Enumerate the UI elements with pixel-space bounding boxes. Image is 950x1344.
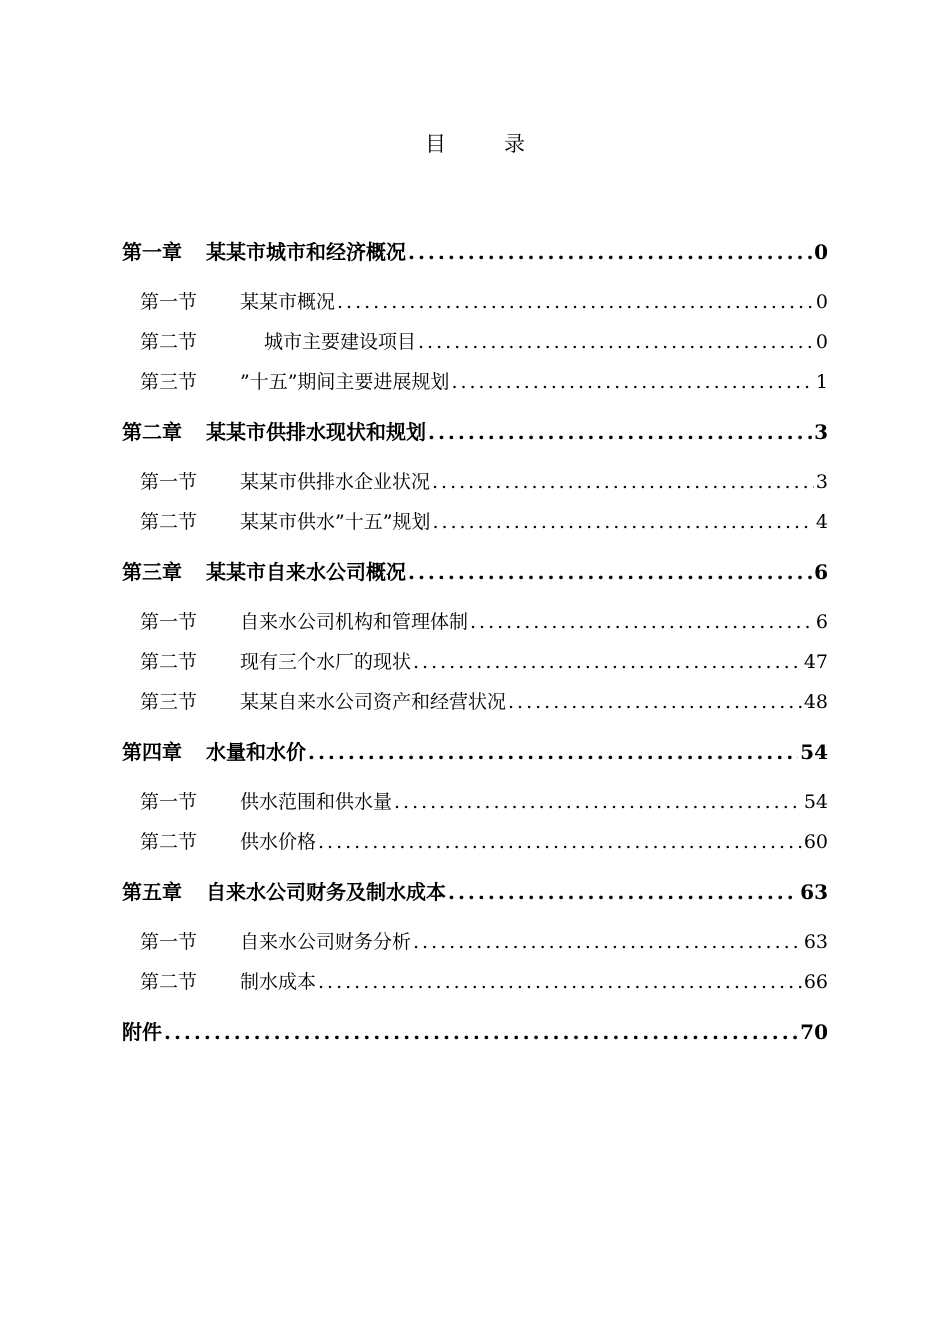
section-number: 第三节 [140,691,198,713]
section-number: 第一节 [140,471,198,493]
toc-section-3-1[interactable] [122,602,828,642]
chapter-number: 第二章 [122,420,182,444]
section-title: 自来水公司财务分析 [240,931,412,953]
leader-dots [318,822,802,862]
leader-dots [318,962,802,1002]
leader-dots [394,782,802,822]
section-title: 供水范围和供水量 [240,791,393,813]
chapter-title: 水量和水价 [206,740,306,764]
page-number: 54 [803,791,828,813]
chapter-title: 某某市供排水现状和规划 [206,420,426,444]
leader-dots [451,362,813,402]
toc-section-1-3[interactable] [122,362,828,402]
section-title: 某某市概况 [240,291,336,313]
section-title: 现有三个水厂的现状 [240,651,412,673]
section-title: 城市主要建设项目 [264,331,417,353]
page-number: 0 [815,291,828,313]
toc-heading-char-1: 目 [425,132,446,156]
page-number: 60 [803,831,828,853]
toc-section-1-1[interactable] [122,282,828,322]
page-number: 63 [800,880,828,904]
chapter-number: 第四章 [122,740,182,764]
toc-chapter-1[interactable] [122,232,828,272]
section-number: 第二节 [140,651,198,673]
leader-dots [508,682,802,722]
section-number: 第二节 [140,331,198,353]
leader-dots [408,552,812,592]
chapter-title: 某某市自来水公司概况 [206,560,406,584]
section-number: 第三节 [140,371,198,393]
toc-chapter-4[interactable] [122,732,828,772]
toc-section-3-2[interactable] [122,642,828,682]
section-number: 第一节 [140,611,198,633]
section-number: 第二节 [140,831,198,853]
toc-section-2-1[interactable] [122,462,828,502]
chapter-title: 自来水公司财务及制水成本 [206,880,446,904]
toc-section-4-1[interactable] [122,782,828,822]
page-number: 3 [814,420,828,444]
page-number: 1 [815,371,828,393]
leader-dots [164,1012,798,1052]
page-number: 3 [815,471,828,493]
leader-dots [418,322,814,362]
section-number: 第一节 [140,931,198,953]
section-number: 第一节 [140,791,198,813]
toc-section-2-2[interactable] [122,502,828,542]
toc-chapter-3[interactable] [122,552,828,592]
section-title: ”十五”期间主要进展规划 [240,371,450,393]
section-title: 供水价格 [240,831,317,853]
chapter-number: 第五章 [122,880,182,904]
leader-dots [448,872,798,912]
toc-chapter-5[interactable] [122,872,828,912]
page-number: 0 [814,240,828,264]
page-number: 6 [815,611,828,633]
toc-section-5-2[interactable] [122,962,828,1002]
page-number: 6 [814,560,828,584]
page-number: 66 [803,971,828,993]
page-number: 48 [803,691,828,713]
section-title: 自来水公司机构和管理体制 [240,611,469,633]
section-title: 某某自来水公司资产和经营状况 [240,691,507,713]
section-title: 某某市供排水企业状况 [240,471,431,493]
leader-dots [470,602,814,642]
leader-dots [432,502,813,542]
attachments-title: 附件 [122,1020,162,1044]
section-number: 第二节 [140,971,198,993]
leader-dots [432,462,814,502]
table-of-contents [122,232,828,1052]
page-number: 47 [803,651,828,673]
chapter-title: 某某市城市和经济概况 [206,240,406,264]
leader-dots [408,232,812,272]
section-title: 制水成本 [240,971,317,993]
toc-heading [0,128,950,158]
chapter-number: 第一章 [122,240,182,264]
leader-dots [413,642,802,682]
toc-attachments[interactable] [122,1012,828,1052]
section-title: 某某市供水”十五”规划 [240,511,431,533]
leader-dots [413,922,802,962]
toc-heading-char-2: 录 [504,132,525,156]
page-number: 54 [800,740,828,764]
leader-dots [337,282,814,322]
section-number: 第二节 [140,511,198,533]
leader-dots [428,412,812,452]
toc-section-5-1[interactable] [122,922,828,962]
leader-dots [308,732,798,772]
toc-section-3-3[interactable] [122,682,828,722]
toc-section-1-2[interactable] [122,322,828,362]
toc-chapter-2[interactable] [122,412,828,452]
toc-section-4-2[interactable] [122,822,828,862]
page-number: 70 [800,1020,828,1044]
page-number: 63 [803,931,828,953]
chapter-number: 第三章 [122,560,182,584]
page-number: 0 [815,331,828,353]
section-number: 第一节 [140,291,198,313]
page-number: 4 [815,511,828,533]
